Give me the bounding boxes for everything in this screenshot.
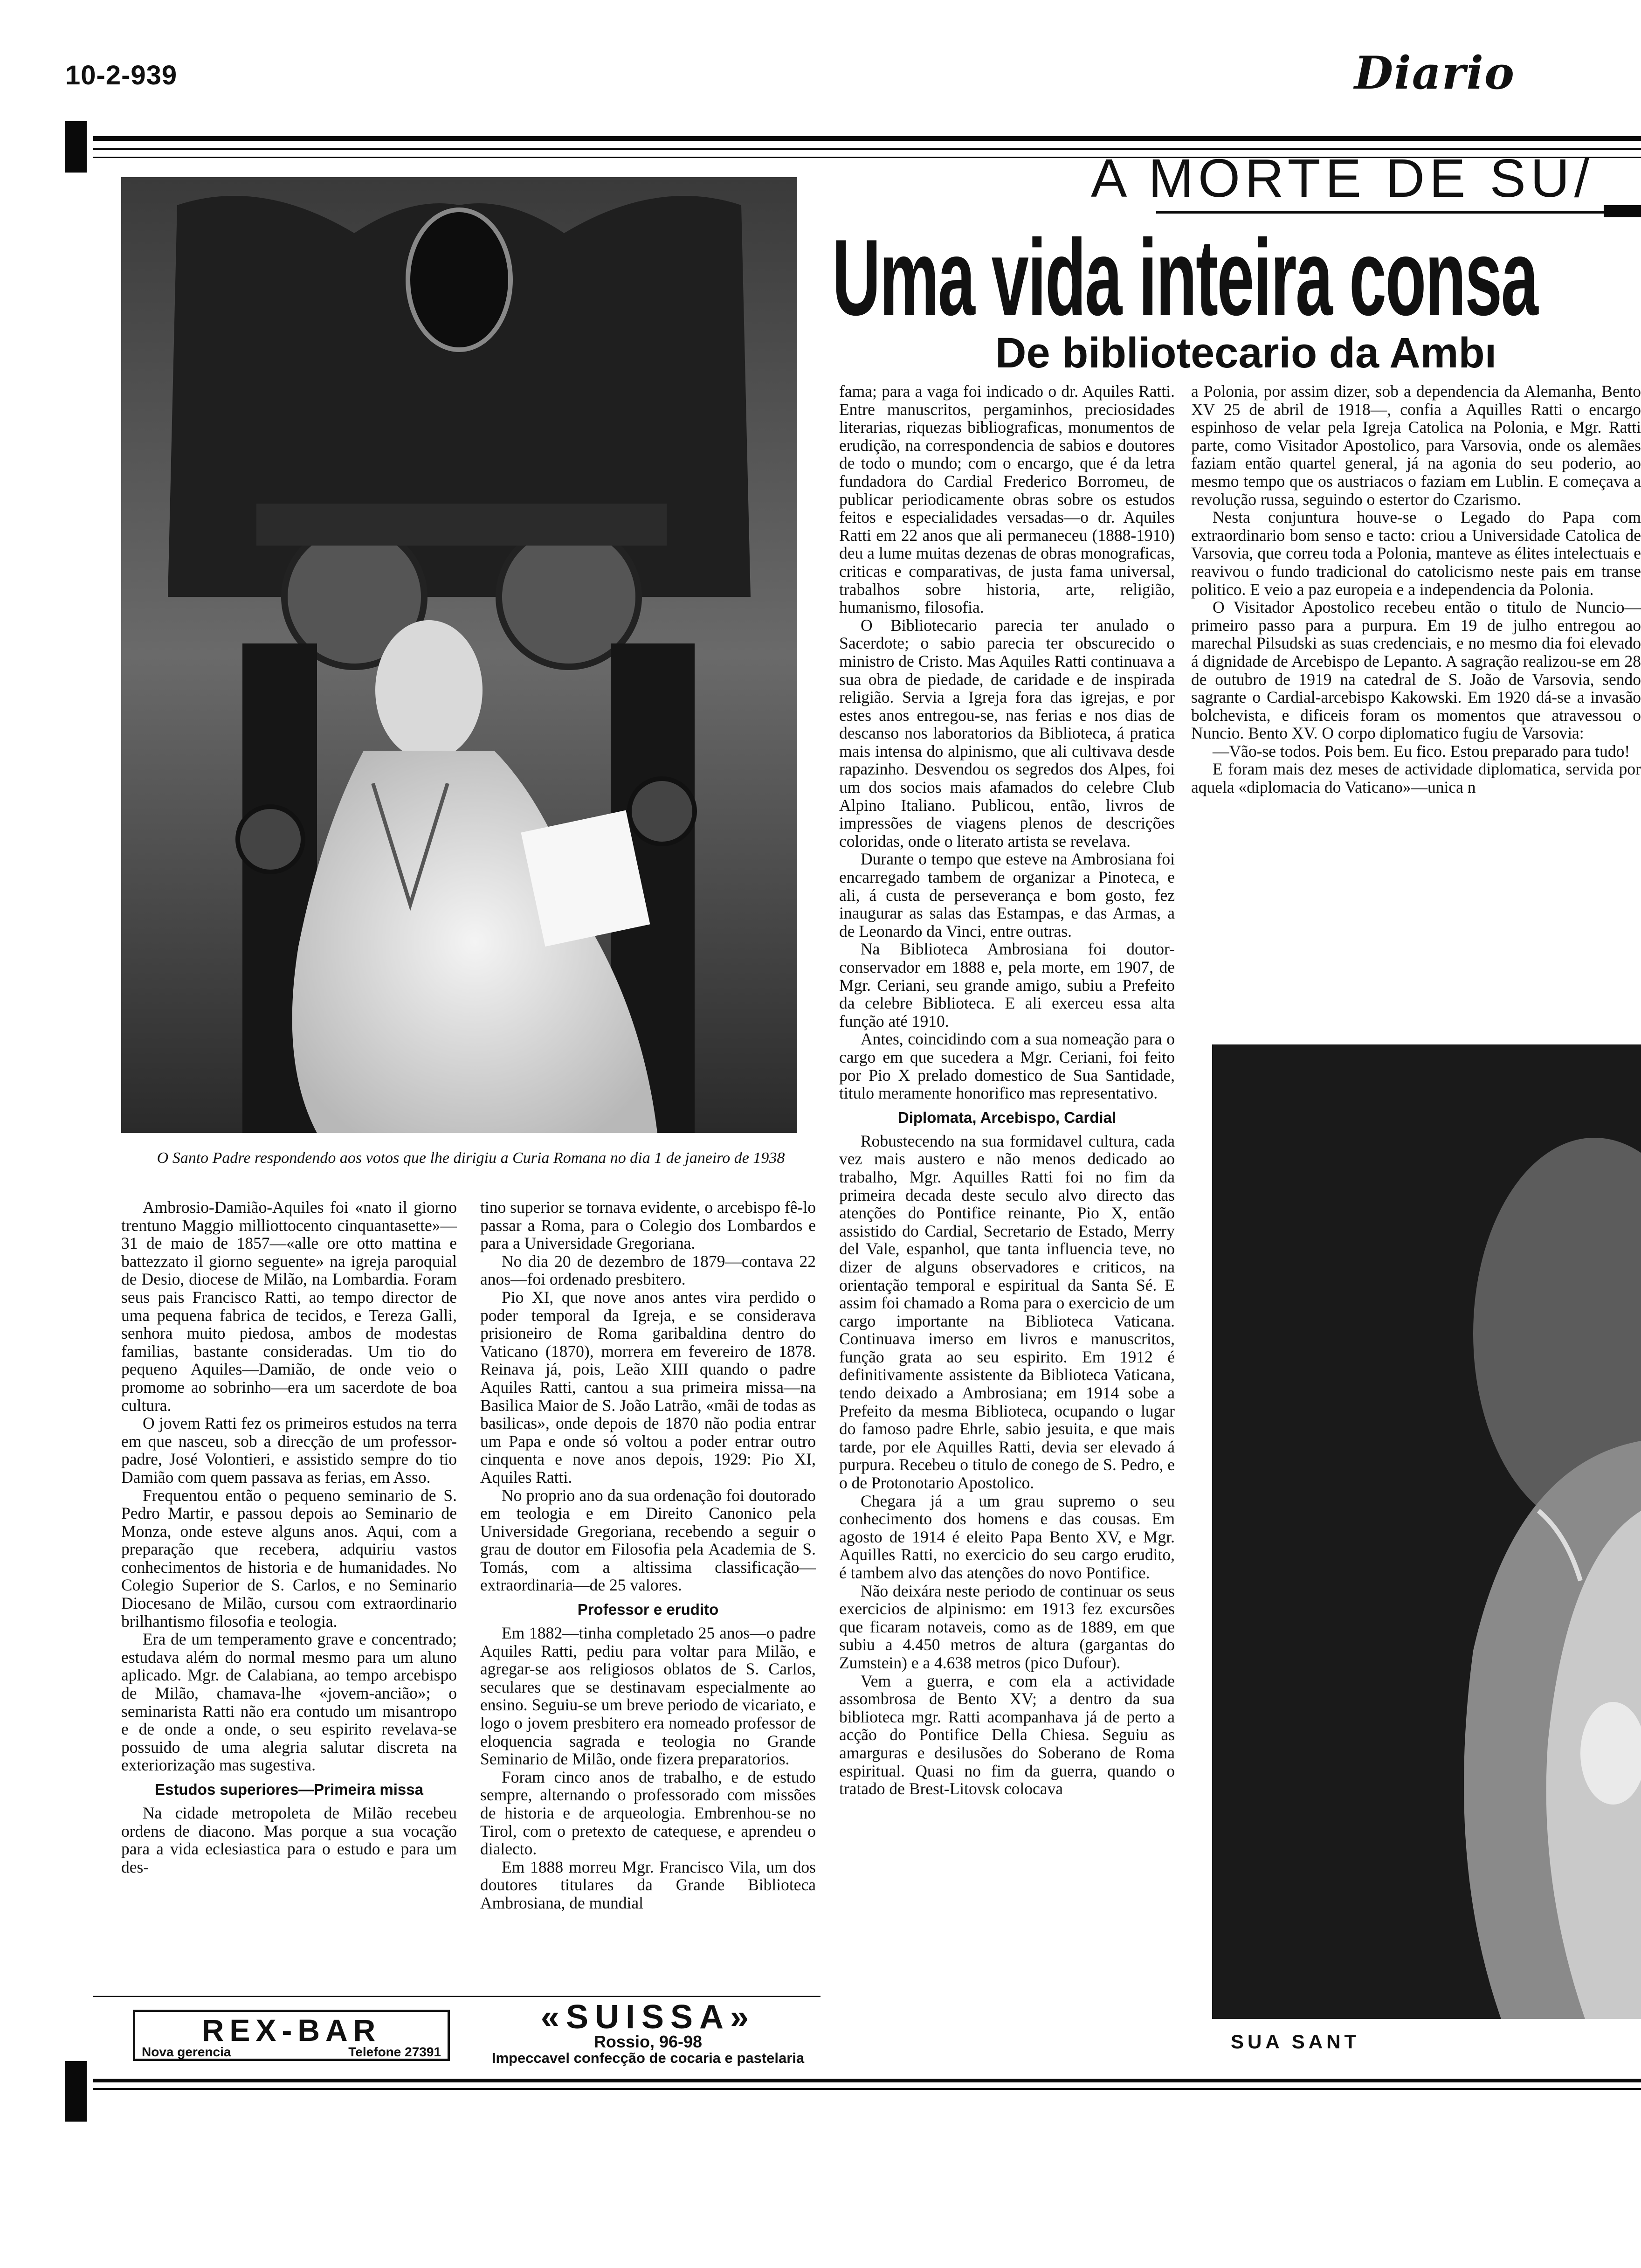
edge-mark-top	[65, 121, 87, 173]
photo-caption: O Santo Padre respondendo aos votos que lhe dirigiu a Curia Romana no dia 1 de janeiro de 1938	[157, 1149, 785, 1167]
bottom-rule-thick	[93, 2079, 1641, 2082]
kicker-rule	[1156, 211, 1604, 214]
article-paragraph: Na Biblioteca Ambrosiana foi doutor-conservador em 1888 e, pela morte, em 1907, de Mgr. Ceriani, seu grande amigo, subiu a Prefeito da celebre Biblioteca. E ali exerceu essa alta função até 1910.	[839, 940, 1175, 1030]
article-paragraph: Não deixára neste periodo de continuar os seus exercicios de alpinismo: em 1913 fez excursões que ficaram notaveis, como as de 1889, em que subiu a 4.450 metros de altura (gargantas do Zumstein) e a 4.638 metros (pico Dufour).	[839, 1581, 1175, 1672]
article-paragraph: Nesta conjuntura houve-se o Legado do Papa com extraordinario bom senso e tacto: criou a Universidade Catolica de Varsovia, que correu toda a Polonia, manteve as élites intelectuais e reavivou o fundo tradicional do catolicismo neste pais em transe politico. E veio a paz europeia e a independencia da Polonia.	[1191, 508, 1641, 599]
article-paragraph: Robustecendo na sua formidavel cultura, cada vez mais austero e não menos dedicado ao trabalho, Mgr. Aquilles Ratti foi no fim da primeira decada deste seculo alvo directo das atenções do Pontifice reinante, Pio X, então assistido do Cardial, Secretario de Estado, Merry del Vale, espanhol, que tanta influencia teve, no dizer de alguns observadores e criticos, na orientação temporal e espiritual da Santa Sé. E assim foi chamado a Roma para o exercicio de um cargo importante na Biblioteca Vaticana. Continuava imerso em livros e manuscritos, função grata ao seu espirito. Em 1912 é definitivamente assistente da Biblioteca Vaticana, tendo deixado a Ambrosiana; em 1914 sobe a Prefeito da mesma Biblioteca, ocupando o lugar do famoso padre Ehrle, sabio jesuita, e que mais tarde, por ele Aquilles Ratti, devia ser elevado á purpura. Recebeu o titulo de conego de S. Pedro, e o de Protonotario Apostolico.	[839, 1131, 1175, 1493]
right-photo-illustration	[1212, 1044, 1641, 2019]
article-paragraph: O jovem Ratti fez os primeiros estudos na terra em que nasceu, sob a direcção de um professor-padre, José Volontieri, e assistido sempre do tio Damião com quem passava as ferias, em Asso.	[121, 1414, 457, 1487]
main-headline: Uma vida inteira consa	[832, 217, 1538, 338]
article-paragraph: O Bibliotecario parecia ter anulado o Sacerdote; o sabio parecia ter obscurecido o ministro de Cristo. Mas Aquiles Ratti continuava a sua obra de piedade, de caridade e de inspirada religião. Servia a Igreja fora das igrejas, e por estes anos entregou-se, nas ferias e nos dias de descanso nos laboratorios da Biblioteca, á pratica mais intensa do alpinismo, que ali cultivava desde rapazinho. Desvendou os segredos dos Alpes, foi um dos socios mais afamados do celebre Club Alpino Italiano. Publicou, então, livros de impressões de viagens plenos de descrições coloridas, onde o literato artista se revelava.	[839, 615, 1175, 850]
article-paragraph: tino superior se tornava evidente, o arcebispo fê-lo passar a Roma, para o Colegio dos Lombardos e para a Universidade Gregoriana.	[480, 1198, 816, 1253]
photo-illustration	[121, 177, 797, 1133]
article-column-2	[480, 1198, 816, 1965]
article-paragraph: Antes, coincidindo com a sua nomeação para o cargo em que sucedera a Mgr. Ceriani, foi feito por Pio X prelado domestico de Sua Santidade, titulo meramente honorifico mas representativo.	[839, 1030, 1175, 1103]
subheadline: De bibliotecario da Ambı	[995, 329, 1497, 377]
rex-bar-name: REX-BAR	[201, 2013, 381, 2047]
suissa-name: «SUISSA»	[540, 1998, 756, 2036]
suissa-address: Rossio, 96-98	[593, 2032, 703, 2051]
article-paragraph: E foram mais dez meses de actividade diplomatica, servida por aquela «diplomacia do Vaticano»—unica n	[1191, 760, 1641, 797]
edge-mark-bottom	[65, 2061, 87, 2122]
article-paragraph: Em 1888 morreu Mgr. Francisco Vila, um dos doutores titulares da Grande Biblioteca Ambrosiana, de mundial	[480, 1857, 816, 1912]
kicker-rule-end	[1604, 205, 1641, 217]
article-column-4	[1191, 382, 1641, 1035]
right-photo-caption: SUA SANT	[1231, 2031, 1360, 2053]
article-paragraph: Frequentou então o pequeno seminario de S. Pedro Martir, e passou depois ao Seminario de Monza, onde esteve alguns anos. Aqui, com a preparação que recebera, adquiriu vastos conhecimentos de historia e de humanidades. No Colegio Superior de S. Carlos, e no Seminario Diocesano de Milão, cursou com extraordinario brilhantismo filosofia e teologia.	[121, 1486, 457, 1631]
article-paragraph: a Polonia, por assim dizer, sob a dependencia da Alemanha, Bento XV 25 de abril de 1918—, confia a Aquilles Ratti o encargo espinhoso de velar pela Igreja Catolica na Polonia, e Mgr. Ratti parte, como Visitador Apostolico, para Varsovia, onde os alemães faziam então quartel general, já na agonia do seu poderio, ao mesmo tempo que os austriacos o faziam em Lublin. E começava a revolução russa, seguindo o estertor do Czarismo.	[1191, 382, 1641, 509]
article-paragraph: Durante o tempo que esteve na Ambrosiana foi encarregado tambem de organizar a Pinoteca, e ali, á custa de perseverança e bom gosto, fez inaugurar as salas das Estampas, e das Armas, a de Leonardo da Vinci, entre outras.	[839, 850, 1175, 940]
pope-throne-photo	[121, 177, 797, 1133]
rex-bar-management: Nova gerencia	[142, 2045, 231, 2059]
article-paragraph: Pio XI, que nove anos antes vira perdido o poder temporal da Igreja, e se considerava prisioneiro de Roma garibaldina dentro do Vaticano (1870), morrera em fevereiro de 1878. Reinava já, pois, Leão XIII quando o padre Aquiles Ratti, cantou a sua primeira missa—na Basilica Maior de S. João Latrão, «mãi de todas as basilicas», onde depois de 1870 não podia entrar um Papa e onde só voltou a poder entrar outro cinquenta e nove anos depois, 1929: Pio XI, Aquiles Ratti.	[480, 1287, 816, 1487]
page-date: 10-2-939	[65, 60, 178, 90]
newspaper-masthead: Diario	[1354, 47, 1515, 99]
article-paragraph: —Vão-se todos. Pois bem. Eu fico. Estou preparado para tudo!	[1213, 741, 1630, 761]
section-subheading: Professor e erudito	[577, 1601, 719, 1618]
article-paragraph: No dia 20 de dezembro de 1879—contava 22 anos—foi ordenado presbitero.	[480, 1252, 816, 1289]
article-paragraph: Ambrosio-Damião-Aquiles foi «nato il giorno trentuno Maggio milliottocento cinquantasette»—31 de maio de 1857—«alle ore otto mattina e battezzato il giorno seguente» na igreja paroquial de Desio, diocese de Milão, na Lombardia. Foram seus pais Francisco Ratti, ao tempo director de uma pequena fabrica de tecidos, e Tereza Galli, senhora muito piedosa, ambos de modestas familias, bastante consideradas. Um tio do pequeno Aquiles—Damião, de onde veio o promome ao sobrinho—era um sacerdote de boa cultura.	[121, 1198, 457, 1415]
article-paragraph: Vem a guerra, e com ela a actividade assombrosa de Bento XV; a dentro da sua biblioteca mgr. Ratti acompanhava já de perto a acção do Pontifice Della Chiesa. Seguiu as amarguras e desilusões do Soberano de Roma espiritual. Quasi no fim da guerra, quando o tratado de Brest-Litovsk colocava	[839, 1671, 1175, 1798]
article-column-1	[121, 1198, 457, 1965]
top-rule-thick	[93, 136, 1641, 141]
article-paragraph: Foram cinco anos de trabalho, e de estudo sempre, alternando o professorado com missões de historia e de arqueologia. Embrenhou-se no Tirol, com o pretexto de catequese, e aprendeu o dialecto.	[480, 1767, 816, 1859]
rex-bar-ad	[133, 2010, 450, 2061]
article-paragraph: fama; para a vaga foi indicado o dr. Aquiles Ratti. Entre manuscritos, pergaminhos, preciosidades literarias, riquezas bibliograficas, monumentos de erudição, na correspondencia de sabios e doutores de todo o mundo; com o encargo, que é da letra fundadora do Cardial Frederico Borromeu, de publicar periodicamente obras sobre os estudos feitos e especialidades versadas—o dr. Aquiles Ratti em 22 anos que ali permaneceu (1888-1910) deu a lume muitas dezenas de obras monograficas, criticas e comparativas, de justa fama universal, trabalhos sobre historia, arte, religião, humanismo, filosofia.	[839, 382, 1175, 617]
article-paragraph: O Visitador Apostolico recebeu então o titulo de Nuncio—primeiro passo para a purpura. Em 19 de julho entregou ao marechal Pilsudski as suas credenciais, e no mesmo dia foi elevado á dignidade de Arcebispo de Lepanto. A sagração realizou-se em 28 de outubro de 1919 na catedral de S. João de Varsovia, sendo sagrante o Cardial-arcebispo Kakowski. Em 1920 dá-se a invasão bolchevista, e dificeis foram os momentos que atravessou o Nuncio. Bento XV. O corpo diplomatico fugiu de Varsovia:	[1191, 598, 1641, 743]
bottom-rule-thin-2	[93, 2088, 1641, 2090]
section-subheading: Estudos superiores—Primeira missa	[155, 1781, 423, 1798]
rex-bar-phone: Telefone 27391	[348, 2045, 441, 2059]
right-portrait-photo	[1212, 1044, 1641, 2019]
article-paragraph: Chegara já a um grau supremo o seu conhecimento dos homens e das cousas. Em agosto de 1914 é eleito Papa Bento XV, e Mgr. Aquilles Ratti, no exercicio do seu cargo erudito, é tambem alvo das atenções do novo Pontifice.	[839, 1491, 1175, 1582]
bottom-rule-thin	[93, 1996, 820, 1997]
article-paragraph: Era de um temperamento grave e concentrado; estudava além do normal mesmo para um aluno aplicado. Mgr. de Calabiana, ao tempo arcebispo de Milão, chamava-lhe «jovem-ancião»; o seminarista Ratti não era contudo um misantropo e de onde a onde, o seu espirito revelava-se possuido de uma alegria salutar discreta na exteriorização mas sugestiva.	[121, 1630, 457, 1775]
suissa-tagline: Impeccavel confecção de cocaria e pastelaria	[491, 2050, 805, 2066]
article-paragraph: Em 1882—tinha completado 25 anos—o padre Aquiles Ratti, pediu para voltar para Milão, e agregar-se aos religiosos oblatos de S. Carlos, seculares que se destinavam especialmente ao ensino. Seguiu-se um breve periodo de vicariato, e logo o jovem presbitero era nomeado professor de eloquencia sagrada e teologia no Grande Seminario de Milão, onde fizera preparatorios.	[480, 1624, 816, 1769]
article-paragraph: Na cidade metropoleta de Milão recebeu ordens de diacono. Mas porque a sua vocação para a vida eclesiastica para o estudo e para um des-	[121, 1804, 457, 1876]
article-column-3	[839, 382, 1175, 2056]
article-paragraph: No proprio ano da sua ordenação foi doutorado em teologia e em Direito Canonico pela Universidade Gregoriana, recebendo a seguir o grau de doutor em Filosofia pela Academia de S. Tomás, com a altissima classificação—extraordinaria—de 25 valores.	[480, 1486, 816, 1595]
section-subheading: Diplomata, Arcebispo, Cardial	[897, 1108, 1117, 1126]
headline-kicker: A MORTE DE SU/	[1091, 148, 1594, 208]
